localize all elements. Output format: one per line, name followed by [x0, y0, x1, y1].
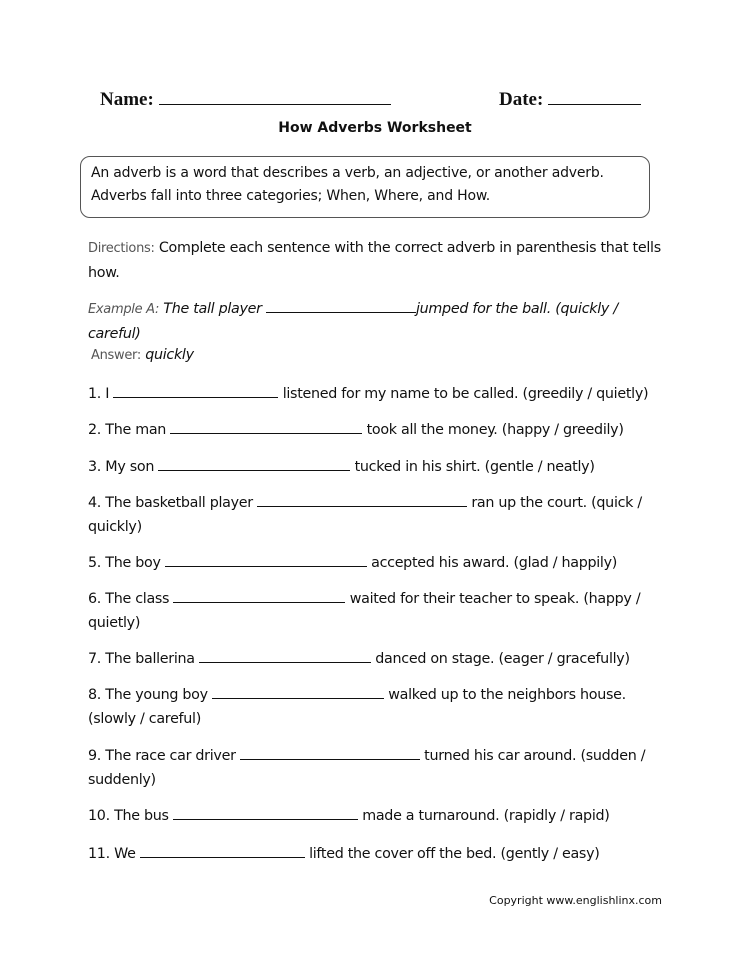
question-text: lifted the cover off the bed. (gently / easy) [309, 846, 600, 862]
example-before: The tall player [163, 301, 262, 317]
question-text: waited for their teacher to speak. (happy / quietly) [88, 591, 641, 631]
question-4 [88, 490, 663, 539]
question-7 [88, 646, 663, 671]
example-after: jumped for the ball. (quickly / careful) [88, 301, 618, 342]
question-text: took all the money. (happy / greedily) [366, 422, 624, 438]
question-text: accepted his award. (glad / happily) [371, 555, 618, 571]
date-label: Date: [499, 89, 544, 110]
answer-blank[interactable] [173, 803, 358, 820]
name-blank[interactable] [159, 88, 391, 105]
question-text: made a turnaround. (rapidly / rapid) [362, 808, 610, 824]
answer-label: Answer: [91, 348, 141, 363]
question-text: ran up the court. (quick / quickly) [88, 495, 642, 535]
question-9 [88, 743, 663, 792]
question-1 [88, 381, 663, 406]
date-blank[interactable] [548, 88, 641, 105]
question-text: 2. The man [88, 422, 167, 438]
example [88, 296, 663, 346]
answer-blank[interactable] [240, 743, 420, 760]
question-text: 8. The young boy [88, 687, 208, 703]
example-answer [91, 343, 666, 368]
question-text: 1. I [88, 386, 110, 402]
answer-blank[interactable] [173, 586, 345, 603]
directions-text: Complete each sentence with the correct adverb in parenthesis that tells how. [88, 240, 661, 281]
intro-line-2: Adverbs fall into three categories; When, Where, and How. [91, 188, 491, 204]
example-label: Example A: [88, 302, 160, 317]
answer-blank[interactable] [212, 682, 384, 699]
answer-blank[interactable] [140, 841, 305, 858]
question-text: tucked in his shirt. (gentle / neatly) [354, 459, 595, 475]
date-field[interactable] [499, 88, 641, 111]
question-text: 11. We [88, 846, 136, 862]
question-text: 7. The ballerina [88, 651, 195, 667]
answer-blank[interactable] [165, 550, 367, 567]
answer-blank[interactable] [158, 454, 350, 471]
question-text: 10. The bus [88, 808, 169, 824]
directions-label: Directions: [88, 241, 155, 256]
question-6 [88, 586, 663, 635]
answer-blank[interactable] [170, 417, 362, 434]
question-text: listened for my name to be called. (greedily / quietly) [282, 386, 649, 402]
question-5 [88, 550, 663, 575]
question-8 [88, 682, 663, 731]
question-text: walked up to the neighbors house. (slowly / careful) [88, 687, 626, 727]
question-text: 6. The class [88, 591, 170, 607]
question-11 [88, 841, 663, 866]
page-title: How Adverbs Worksheet [278, 120, 472, 136]
question-3 [88, 454, 663, 479]
intro-line-1: An adverb is a word that describes a verb, an adjective, or another adverb. [91, 165, 604, 181]
question-text: danced on stage. (eager / gracefully) [375, 651, 630, 667]
question-text: turned his car around. (sudden / suddenly) [88, 748, 646, 788]
question-text: 3. My son [88, 459, 155, 475]
question-text: 9. The race car driver [88, 748, 236, 764]
directions [88, 236, 663, 285]
answer-text: quickly [145, 347, 194, 363]
answer-blank[interactable] [199, 646, 371, 663]
name-label: Name: [100, 89, 154, 110]
copyright: Copyright www.englishlinx.com [489, 894, 662, 907]
intro-box [80, 156, 650, 218]
question-10 [88, 803, 663, 828]
example-blank [266, 296, 416, 313]
name-field[interactable] [100, 88, 391, 111]
question-text: 4. The basketball player [88, 495, 253, 511]
question-2 [88, 417, 663, 442]
answer-blank[interactable] [113, 381, 278, 398]
question-text: 5. The boy [88, 555, 161, 571]
answer-blank[interactable] [257, 490, 467, 507]
